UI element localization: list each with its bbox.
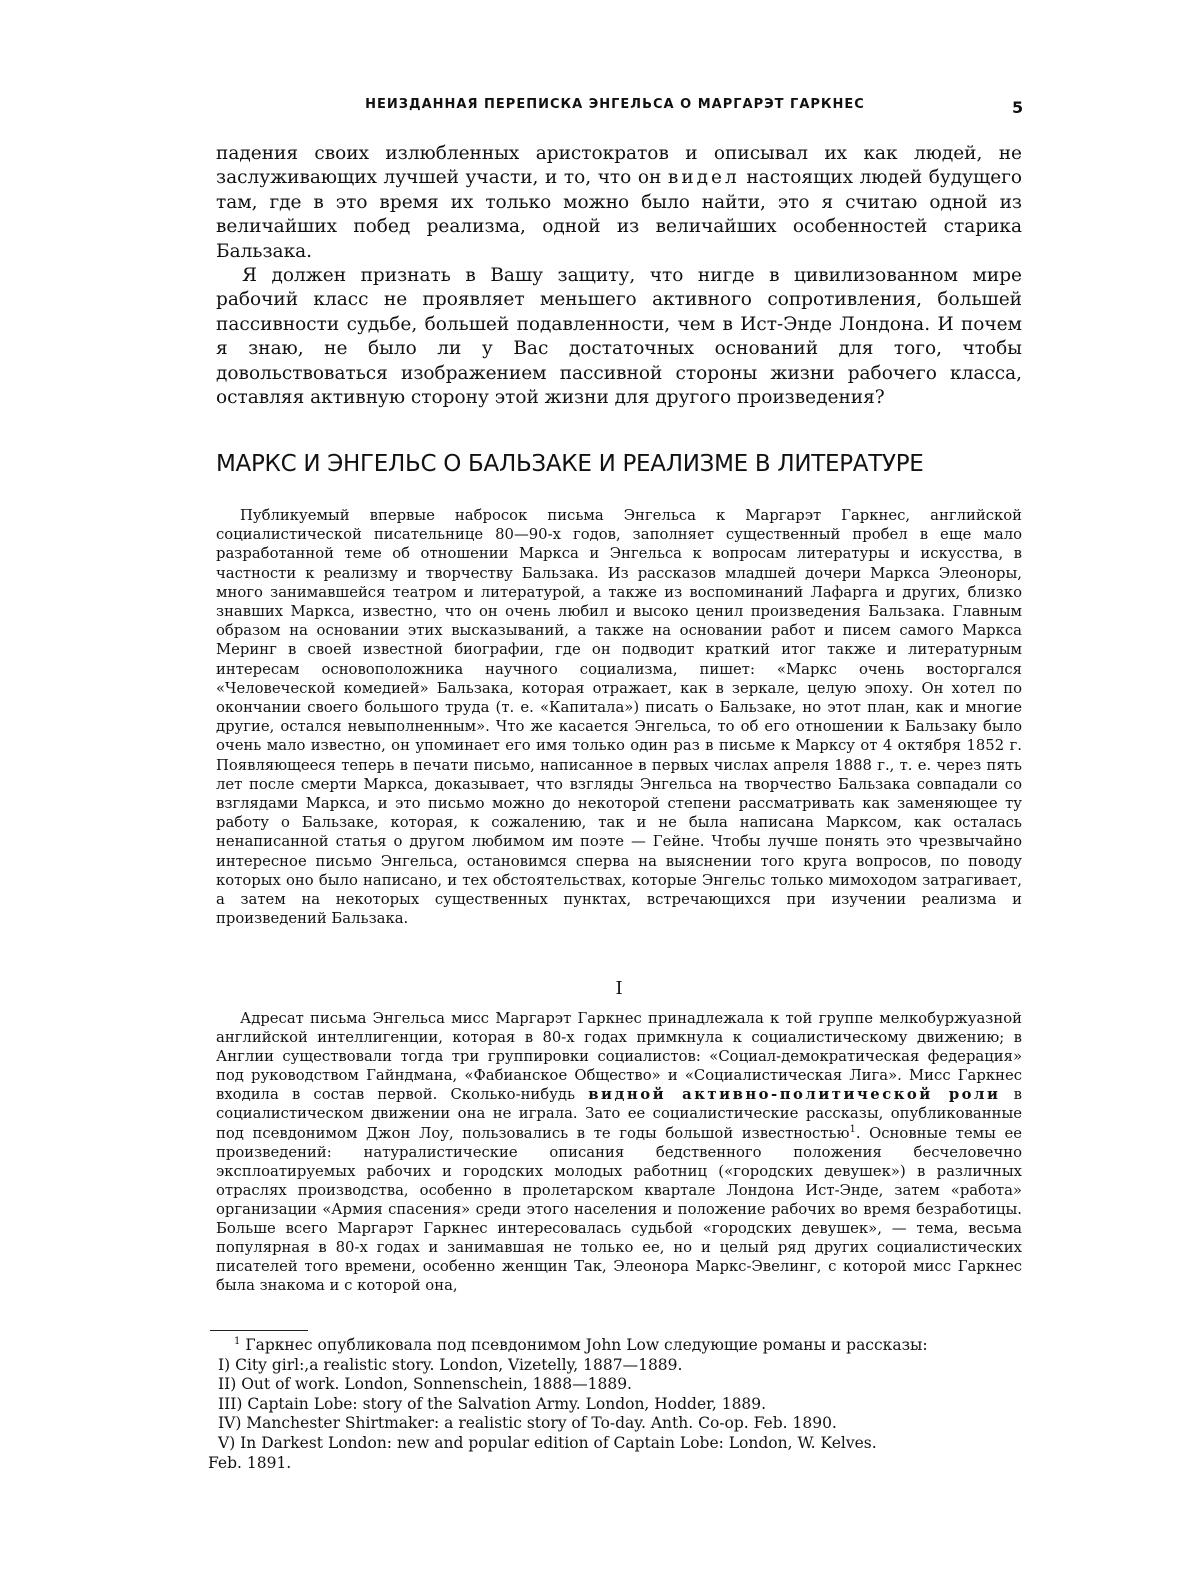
- letter-paragraph-2: Я должен признать в Вашу защиту, что нигде в цивилизованном мире рабочий класс не проявляет меньшего активного сопротивления, большей пассивности судьбе, большей подавленности, чем в Ист-Энде Лондона. И почем я знаю, не было ли у Вас достаточных оснований для того, чтобы довольствоваться изображением пассивной стороны жизни рабочего класса, оставляя активную сторону этой жизни для другого произведения?: [216, 265, 1022, 409]
- part-numeral: I: [615, 978, 623, 999]
- emphasis-spaced: видел: [667, 167, 740, 189]
- footnotes: [208, 1336, 1022, 1473]
- part-one-text: [216, 1009, 1022, 1295]
- footnote-item: V) In Darkest London: new and popular edition of Captain Lobe: London, W. Kelves.: [218, 1433, 877, 1452]
- footnote-intro: $^1$ Гаркнес опубликовала под псевдонимом John Low следующие романы и рассказы:: [234, 1335, 928, 1354]
- footnote-divider: [210, 1330, 308, 1331]
- intro-paragraph: Публикуемый впервые набросок письма Энгельса к Маргарэт Гаркнес, английской социалистической писательнице 80—90-х годов, заполняет существенный пробел в еще мало разработанной теме об отношении Маркса и Энгельса к вопросам литературы и искусства, в частности к реализму и творчеству Бальзака. Из рассказов младшей дочери Маркса Элеоноры, много занимавшейся театром и литературой, а также из воспоминаний Лафарга и других, близко знавших Маркса, известно, что он очень любил и высоко ценил произведения Бальзака. Главным образом на основании этих высказываний, а также на основании работ и писем самого Маркса Меринг в своей известной биографии, где он подводит краткий итог также и литературным интересам основоположника научного социализма, пишет: «Маркс очень восторгался «Человеческой комедией» Бальзака, которая отражает, как в зеркале, целую эпоху. Он хотел по окончании своего большого труда (т. е. «Капитала») писать о Бальзаке, но этот план, как и многие другие, остался невыполненным». Что же касается Энгельса, то об его отношении к Бальзаку было очень мало известно, он упоминает его имя только один раз в письме к Марксу от 4 октября 1852 г. Появляющееся теперь в печати письмо, написанное в первых числах апреля 1888 г., т. е. через пять лет после смерти Маркса, доказывает, что взгляды Энгельса на творчество Бальзака совпадали со взглядами Маркса, и это письмо можно до некоторой степени рассматривать как заменяющее ту работу о Бальзаке, которая, к сожалению, так и не была написана Марксом, как осталась ненаписанной статья о другом любимом им поэте — Гейне. Чтобы лучше понять это чрезвычайно интересное письмо Энгельса, остановимся сперва на выяснении того круга вопросов, по поводу которых оно было написано, и тех обстоятельствах, которые Энгельс только мимоходом затрагивает, а затем на некоторых существенных пунктах, встречающихся при изучении реализма и произведений Бальзака.: [216, 507, 1022, 928]
- footnote-number: 1: [234, 1335, 241, 1347]
- section-heading: МАРКС И ЭНГЕЛЬС О БАЛЬЗАКЕ И РЕАЛИЗМЕ В ЛИТЕРАТУРЕ: [216, 451, 924, 477]
- running-head: НЕИЗДАННАЯ ПЕРЕПИСКА ЭНГЕЛЬСА О МАРГАРЭТ ГАРКНЕС: [365, 97, 865, 112]
- footnote-item: III) Captain Lobe: story of the Salvation Army. London, Hodder, 1889.: [218, 1394, 767, 1413]
- intro-text: [216, 506, 1022, 928]
- footnote-item: IV) Manchester Shirtmaker: a realistic story of To-day. Anth. Co-op. Feb. 1890.: [218, 1414, 837, 1433]
- footnote-item: II) Out of work. London, Sonnenschein, 1888—1889.: [218, 1375, 632, 1394]
- footnote-item: I) City girl:,a realistic story. London, Vizetelly, 1887—1889.: [218, 1355, 683, 1374]
- letter-conclusion: [216, 142, 1022, 410]
- page-number: 5: [1012, 98, 1024, 117]
- footnote-reference[interactable]: 1: [849, 1123, 856, 1135]
- letter-paragraph-1: падения своих излюбленных аристократов и описывал их как людей, не заслуживающих лучшей участи, и то, что он видел настоящих людей будущего там, где в это время их только можно было найти, это я считаю одной из величайших побед реализма, одной из величайших особенностей старика Бальзака.: [216, 143, 1023, 262]
- emphasis-spaced: видной активно-политической роли: [588, 1086, 1001, 1104]
- part-one-paragraph: Адресат письма Энгельса мисс Маргарэт Гаркнес принадлежала к той группе мелкобуржуазной английской интеллигенции, которая в 80-х годах примкнула к социалистическому движению; в Англии существовали тогда три группировки социалистов: «Социал-демократическая федерация» под руководством Гайндмана, «Фабианское Общество» и «Социалистическая Лига». Мисс Гаркнес входила в состав первой. Сколько-нибудь видной активно-политической роли в социалистическом движении она не играла. Зато ее социалистические рассказы, опубликованные под псевдонимом Джон Лоу, пользовались в те годы большой известностью$^1$. Основные темы ее произведений: натуралистические описания бедственного положения бесчеловечно эксплоатируемых рабочих и городских молодых работниц («городских девушек») в различных отраслях производства, особенно в пролетарском квартале Лондона Ист-Энде, затем «работа» организации «Армия спасения» среди этого населения и положение рабочих во время безработицы. Больше всего Маргарэт Гаркнес интересовалась судьбой «городских девушек», — тема, весьма популярная в 80-х годах и занимавшая не только ее, но и целый ряд других социалистических писателей того времени, особенно женщин Так, Элеонора Маркс-Эвелинг, с которой мисс Гаркнес была знакома и с которой она,: [216, 1010, 1022, 1295]
- footnote-item-continuation: Feb. 1891.: [208, 1453, 292, 1472]
